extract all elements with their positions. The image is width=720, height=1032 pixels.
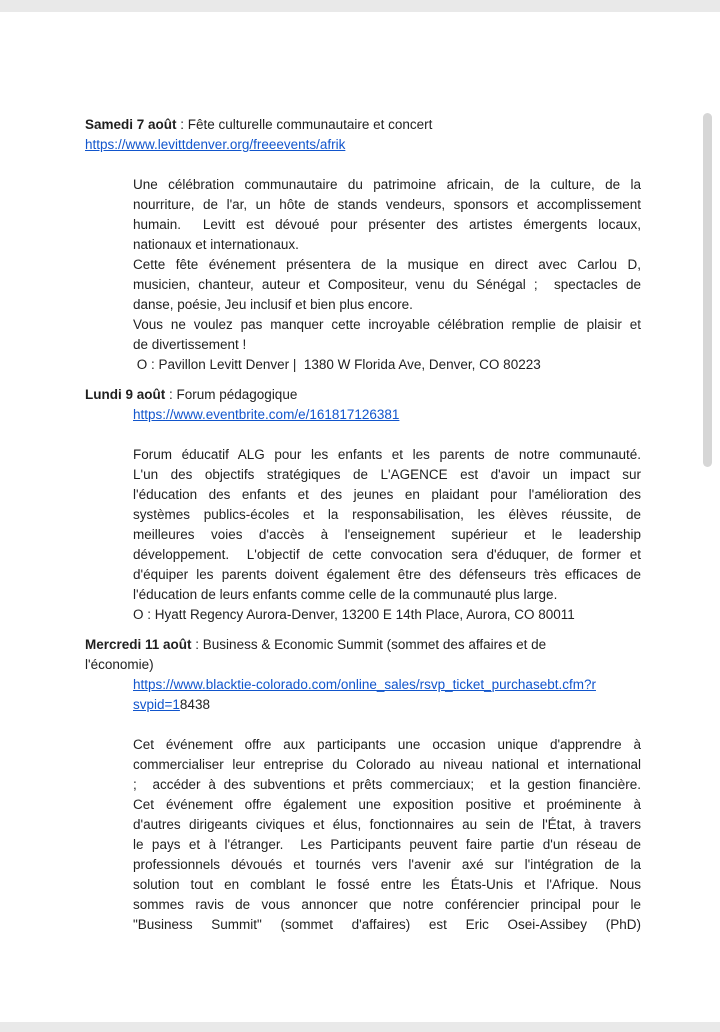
paragraph-line: solution tout en comblant le fossé entre les États-Unis et l'Afrique. Nous [133,877,641,892]
event-link-line [133,675,641,695]
event-link-line [133,405,641,425]
event-heading-line [85,655,641,675]
scrollbar-thumb[interactable] [703,113,712,467]
event-date-text: Lundi 9 août [85,387,166,402]
page-gap-top [0,0,720,12]
event-date-text: Samedi 7 août [85,117,177,132]
document-content [85,115,641,935]
paragraph-line: le pays et à l'étranger. Les Participants peuvent faire partie d'un réseau de [133,837,641,852]
event-heading-line [85,635,641,655]
paragraph-line: sommes ravis de vous annoncer que notre conférencier principal pour le [133,897,641,912]
paragraph-line: l'éducation de leurs enfants comme celle de la communauté plus large. [133,587,558,602]
paragraph-line: systèmes publics-écoles et la responsabilisation, les élèves réussite, de [133,507,641,522]
paragraph-line: O : Pavillon Levitt Denver | 1380 W Florida Ave, Denver, CO 80223 [133,357,541,372]
paragraph-line: nationaux et internationaux. [133,237,299,252]
paragraph-line: Vous ne voulez pas manquer cette incroyable célébration remplie de plaisir et [133,317,641,332]
paragraph-line: ; accéder à des subventions et prêts commerciaux; et la gestion financière. [133,777,641,792]
event-section-mercredi-11-aout [85,635,641,935]
event-heading-line [85,385,641,405]
paragraph-line: Cette fête événement présentera de la musique en direct avec Carlou D, [133,257,641,272]
url-suffix-text: 8438 [179,697,210,712]
paragraph-line: danse, poésie, Jeu inclusif et bien plus encore. [133,297,413,312]
paragraph-line: L'un des objectifs stratégiques de L'AGENCE est d'avoir un impact sur [133,467,641,482]
paragraph-line: meilleures voies d'accès à l'enseignement supérieur et le leadership [133,527,641,542]
paragraph-line: Cet événement offre également une exposition positive et proéminente à [133,797,641,812]
paragraph-line: "Business Summit" (sommet d'affaires) est Eric Osei-Assibey (PhD) [133,917,641,932]
event-heading-line [85,115,641,135]
event-section-samedi-7-aout [85,115,641,375]
paragraph-line: l'éducation des enfants et des jeunes en plaidant pour l'amélioration des [133,487,641,502]
paragraph-line: d'équiper les parents doivent également être des défenseurs très efficaces de [133,567,641,582]
event-title-text: : Business & Economic Summit (sommet des affaires et de [191,637,547,652]
paragraph-line: O : Hyatt Regency Aurora-Denver, 13200 E 14th Place, Aurora, CO 80011 [133,607,575,622]
event-url-link[interactable]: https://www.blacktie-colorado.com/online_sales/rsvp_ticket_purchasebt.cfm?r [133,677,596,692]
event-title-text: : Fête culturelle communautaire et concert [176,117,433,132]
event-link-line [85,135,641,155]
paragraph-line: nourriture, de l'ar, un hôte de stands vendeurs, sponsors et accomplissement [133,197,641,212]
document-page [0,12,720,1022]
event-description [85,175,641,375]
page-gap-bottom [0,1022,720,1032]
event-section-lundi-9-aout [85,385,641,625]
event-url-link[interactable]: https://www.eventbrite.com/e/161817126381 [133,407,400,422]
paragraph-line: Cet événement offre aux participants une occasion unique d'apprendre à [133,737,641,752]
event-title-text: l'économie) [85,657,154,672]
paragraph-line: professionnels dévoués et tournés vers l'avenir axé sur l'intégration de la [133,857,641,872]
paragraph-line: d'autres dirigeants civiques et élus, fonctionnaires au sein de l'État, à travers [133,817,641,832]
paragraph-line: musicien, chanteur, auteur et Compositeur, venu du Sénégal ; spectacles de [133,277,641,292]
paragraph-line: Forum éducatif ALG pour les enfants et les parents de notre communauté. [133,447,641,462]
paragraph-line: développement. L'objectif de cette convocation sera d'éduquer, de former et [133,547,641,562]
paragraph-line: humain. Levitt est dévoué pour présenter des artistes émergents locaux, [133,217,641,232]
event-title-text: : Forum pédagogique [165,387,298,402]
paragraph-line: de divertissement ! [133,337,247,352]
event-url-link[interactable]: https://www.levittdenver.org/freeevents/afrik [85,137,346,152]
paragraph-line: Une célébration communautaire du patrimoine africain, de la culture, de la [133,177,641,192]
event-description [85,445,641,625]
event-url-link[interactable]: svpid=1 [133,697,180,712]
event-link-line [133,695,641,715]
paragraph-line: commercialiser leur entreprise du Colorado au niveau national et international [133,757,641,772]
event-description [85,735,641,935]
event-date-text: Mercredi 11 août [85,637,192,652]
